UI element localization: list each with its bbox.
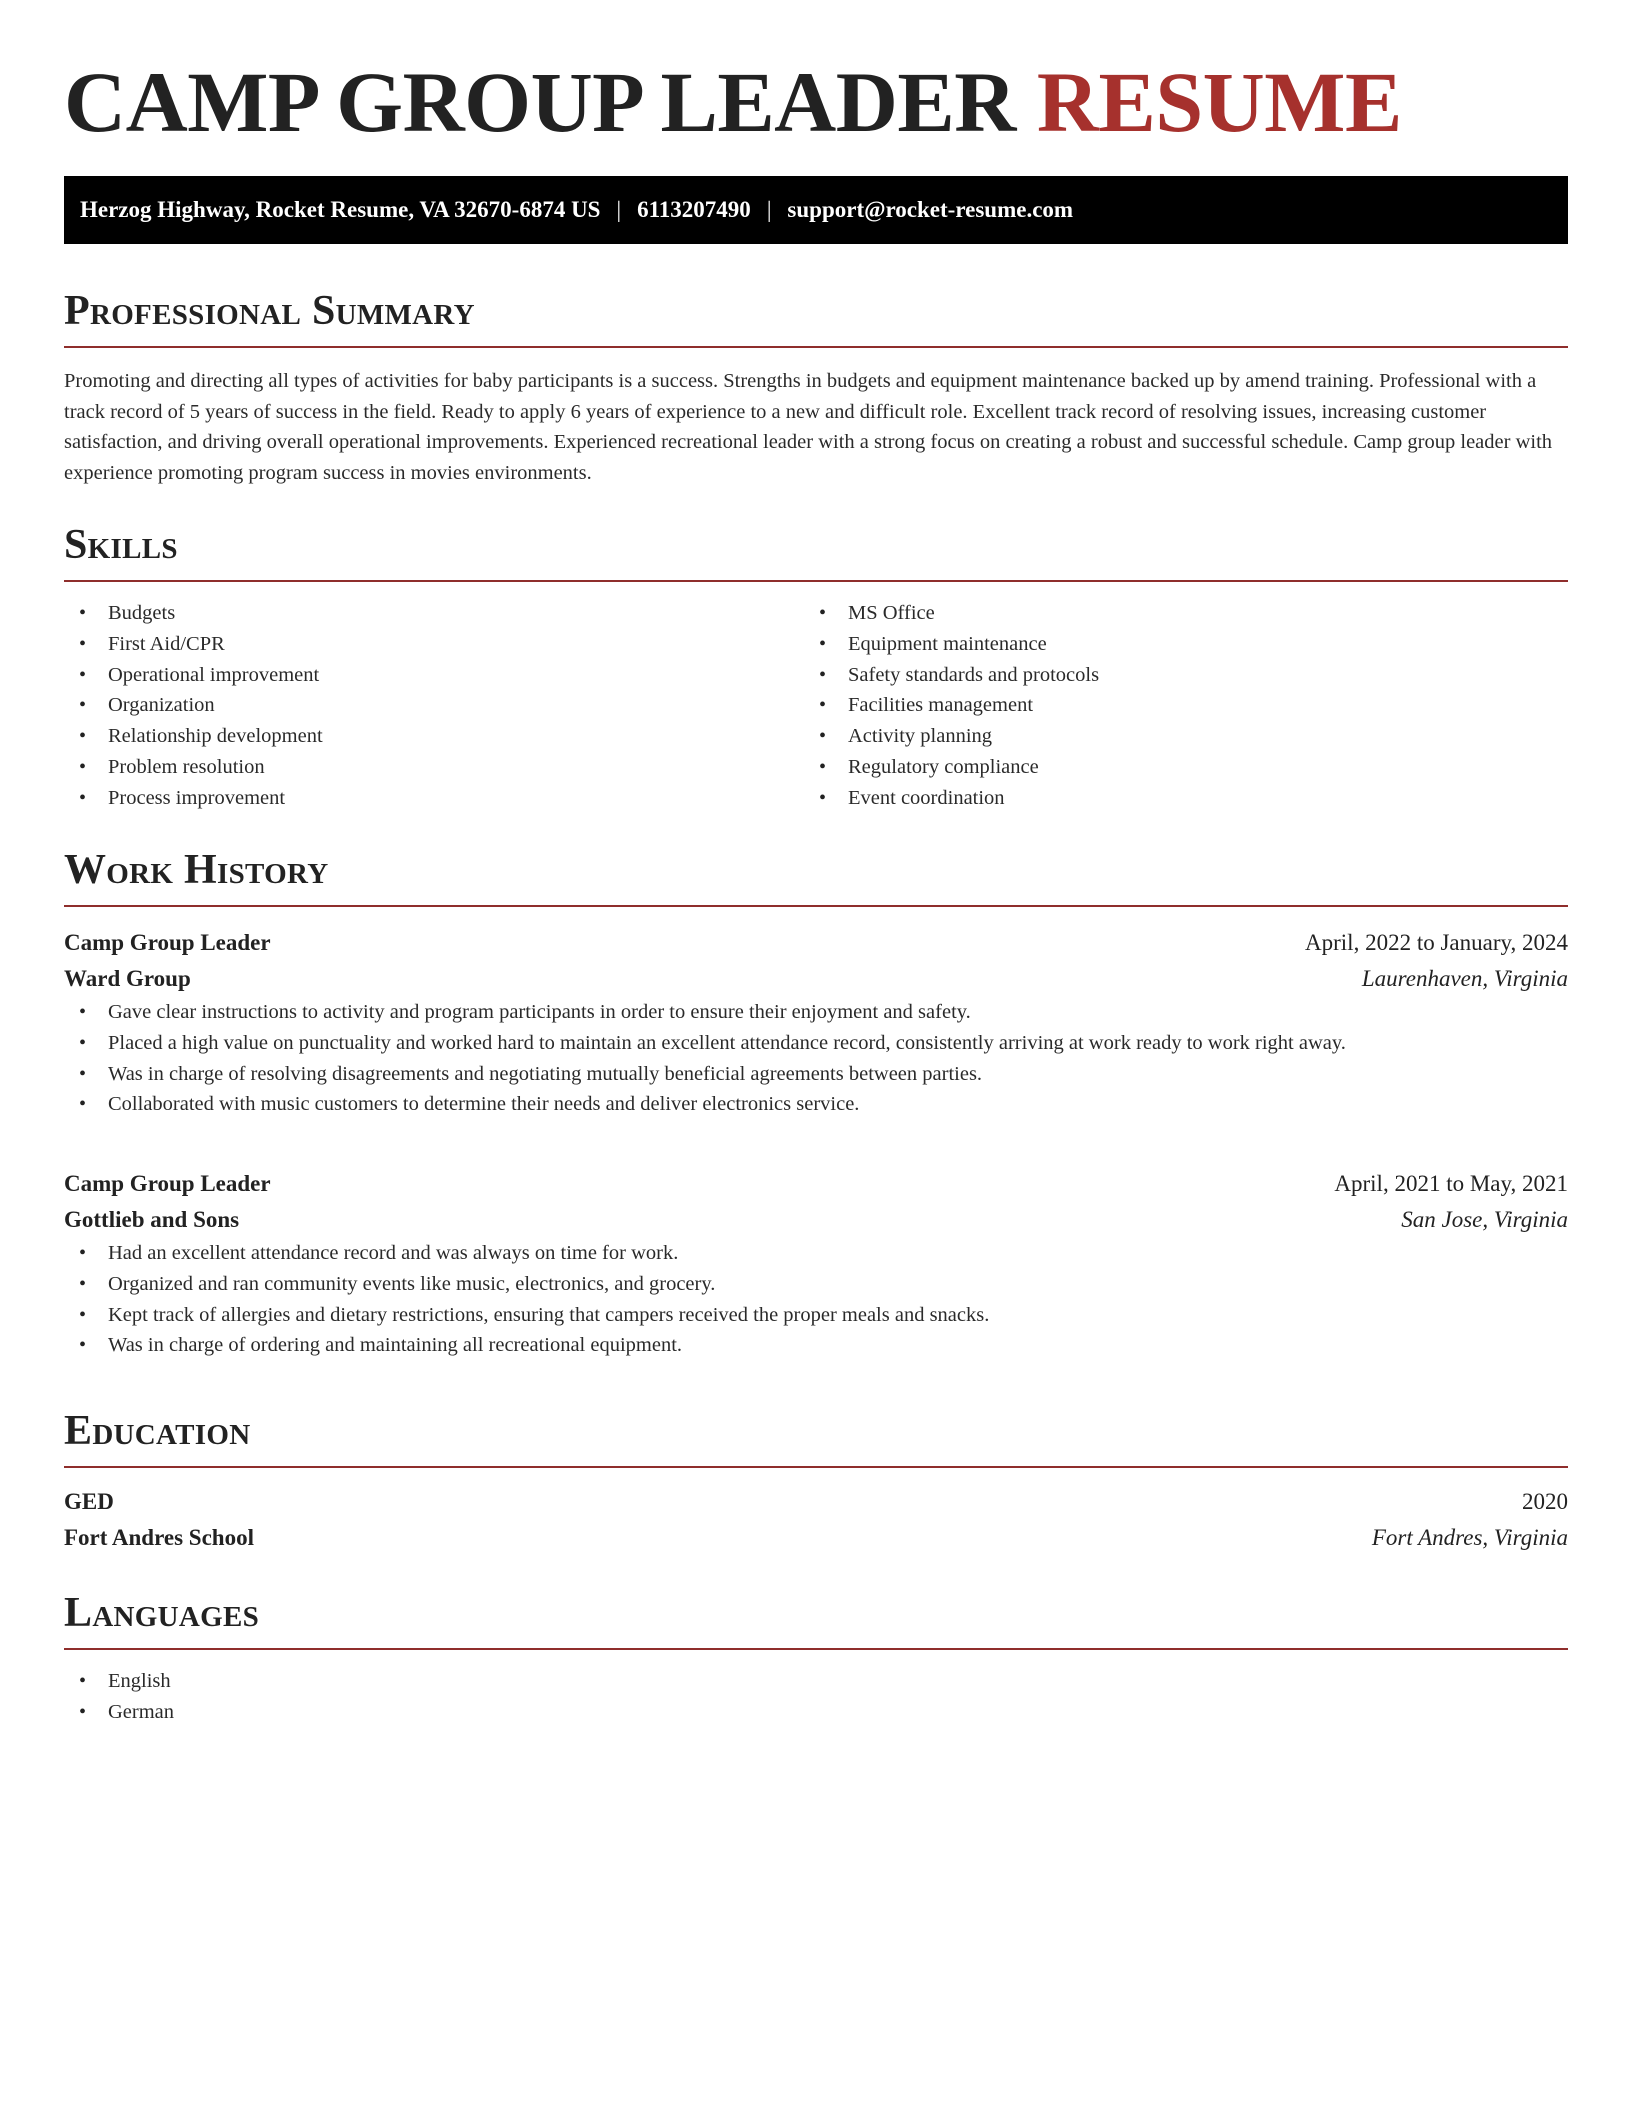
contact-bar [64, 176, 1568, 244]
job-title: Camp Group Leader [64, 930, 271, 955]
skill-item: • Event coordination [804, 783, 1544, 814]
job-duty-item: • Gave clear instructions to activity and program participants in order to ensure their enjoyment and safety. [64, 997, 1568, 1028]
job-duties [64, 1238, 1568, 1361]
job-company-row [64, 1202, 1568, 1238]
skill-item: • MS Office [804, 598, 1544, 629]
skills-column-right [804, 598, 1544, 814]
skills-grid [64, 598, 1568, 814]
skill-item: • Process improvement [64, 783, 804, 814]
job-dates: April, 2021 to May, 2021 [1334, 1171, 1568, 1196]
skill-item: • Facilities management [804, 690, 1544, 721]
skill-item: • Relationship development [64, 721, 804, 752]
job-location: San Jose, Virginia [1401, 1207, 1568, 1232]
summary-text: Promoting and directing all types of activities for baby participants is a success. Strengths in budgets and equipment maintenance backed up by amend training. Professional with a track record of 5 years of success in the field. Ready to apply 6 years of experience to a new and difficult role. Excellent track record of resolving issues, increasing customer satisfaction, and driving overall operational improvements. Experienced recreational leader with a strong focus on creating a robust and successful schedule. Camp group leader with experience promoting program success in movies environments. [64, 370, 1553, 484]
skill-item: • Activity planning [804, 721, 1544, 752]
job-header-row [64, 1166, 1568, 1202]
work-history-section [64, 845, 1568, 907]
skill-item: • Budgets [64, 598, 804, 629]
education-degree: GED [64, 1489, 114, 1514]
education-section [64, 1406, 1568, 1556]
section-divider [64, 346, 1568, 348]
language-item: • English [64, 1666, 1568, 1697]
job-location: Laurenhaven, Virginia [1361, 966, 1568, 991]
contact-separator: | [616, 197, 622, 222]
section-heading: Education [64, 1408, 251, 1454]
skill-item: • Operational improvement [64, 660, 804, 691]
education-year: 2020 [1522, 1489, 1568, 1514]
section-heading: Professional Summary [64, 288, 475, 334]
education-school: Fort Andres School [64, 1525, 254, 1550]
job-header-row [64, 925, 1568, 961]
skill-item: • Problem resolution [64, 752, 804, 783]
section-heading: Languages [64, 1590, 260, 1636]
title-accent: RESUME [1036, 54, 1402, 150]
job-duty-item: • Kept track of allergies and dietary restrictions, ensuring that campers received the proper meals and snacks. [64, 1300, 1568, 1331]
job-entry [64, 925, 1568, 1120]
job-entry [64, 1166, 1568, 1361]
skill-item: • Organization [64, 690, 804, 721]
skill-item: • First Aid/CPR [64, 629, 804, 660]
resume-title [64, 52, 1402, 152]
job-dates: April, 2022 to January, 2024 [1305, 930, 1568, 955]
contact-address: Herzog Highway, Rocket Resume, VA 32670-6874 US [80, 197, 601, 222]
contact-email: support@rocket-resume.com [787, 197, 1074, 222]
education-location: Fort Andres, Virginia [1371, 1525, 1568, 1550]
job-duty-item: • Was in charge of resolving disagreements and negotiating mutually beneficial agreements between parties. [64, 1059, 1568, 1090]
section-divider [64, 905, 1568, 907]
section-heading: Work History [64, 847, 329, 893]
job-duty-item: • Organized and ran community events like music, electronics, and grocery. [64, 1269, 1568, 1300]
skill-item: • Safety standards and protocols [804, 660, 1544, 691]
section-divider [64, 1648, 1568, 1650]
languages-list [64, 1666, 1568, 1728]
skills-column-left [64, 598, 804, 814]
skill-item: • Regulatory compliance [804, 752, 1544, 783]
contact-phone: 6113207490 [637, 197, 751, 222]
job-duty-item: • Placed a high value on punctuality and worked hard to maintain an excellent attendance record, consistently arriving at work ready to work right away. [64, 1028, 1568, 1059]
section-divider [64, 1466, 1568, 1468]
summary-section [64, 286, 1568, 488]
job-title: Camp Group Leader [64, 1171, 271, 1196]
title-main: CAMP GROUP LEADER [64, 54, 1016, 150]
skills-section [64, 520, 1568, 814]
job-company: Ward Group [64, 966, 191, 991]
section-heading: Skills [64, 522, 178, 568]
job-company: Gottlieb and Sons [64, 1207, 240, 1232]
education-degree-row [64, 1484, 1568, 1520]
job-duty-item: • Collaborated with music customers to determine their needs and deliver electronics service. [64, 1089, 1568, 1120]
section-divider [64, 580, 1568, 582]
job-duties [64, 997, 1568, 1120]
language-item: • German [64, 1697, 1568, 1728]
education-school-row [64, 1520, 1568, 1556]
contact-separator: | [766, 197, 772, 222]
skill-item: • Equipment maintenance [804, 629, 1544, 660]
job-duty-item: • Was in charge of ordering and maintaining all recreational equipment. [64, 1330, 1568, 1361]
job-company-row [64, 961, 1568, 997]
languages-section [64, 1588, 1568, 1728]
job-duty-item: • Had an excellent attendance record and was always on time for work. [64, 1238, 1568, 1269]
